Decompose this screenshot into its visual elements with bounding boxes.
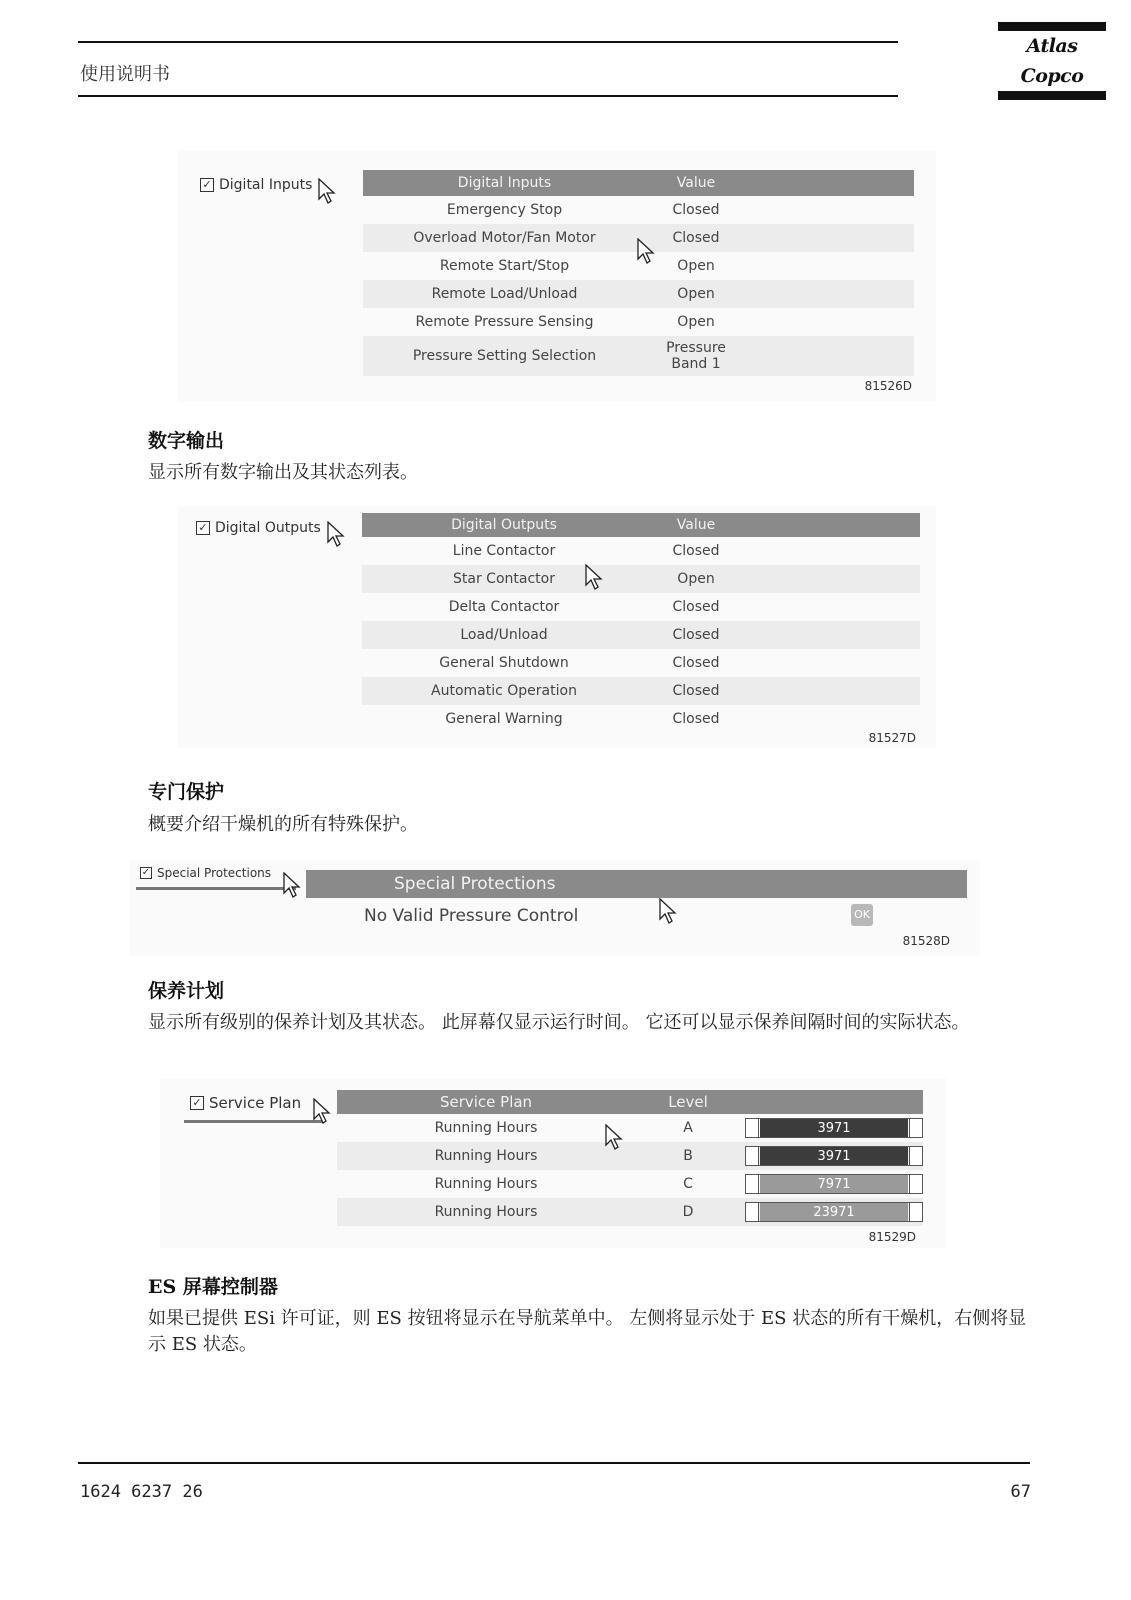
logo-text: Atlas Copco xyxy=(1020,35,1084,87)
table-row xyxy=(362,537,920,565)
row-value: Open xyxy=(677,314,715,330)
row-name: Running Hours xyxy=(434,1148,538,1164)
table-row xyxy=(362,565,920,593)
table-row xyxy=(362,593,920,621)
atlas-copco-logo xyxy=(998,22,1106,100)
row-level: B xyxy=(683,1148,693,1164)
table-row xyxy=(362,705,920,733)
table-row xyxy=(363,196,914,224)
table-header xyxy=(363,170,914,196)
section-text-service: 显示所有级别的保养计划及其状态。 此屏幕仅显示运行时间。 它还可以显示保养间隔时间的实际状态。 xyxy=(148,1012,970,1033)
digital-outputs-table xyxy=(362,513,920,733)
mouse-cursor-icon xyxy=(326,521,346,547)
row-name: Line Contactor xyxy=(452,543,556,559)
digital-inputs-figure xyxy=(178,150,936,402)
service-hours-bar xyxy=(745,1174,923,1194)
section-text-es: 如果已提供 ESi 许可证，则 ES 按钮将显示在导航菜单中。 左侧将显示处于 ES 状态的所有干燥机，右侧将显示 ES 状态。 xyxy=(148,1308,1027,1355)
row-name: Load/Unload xyxy=(460,627,548,643)
row-value: Closed xyxy=(672,202,720,218)
service-plan-table xyxy=(337,1090,923,1226)
mouse-cursor-icon xyxy=(658,898,678,924)
section-text-outputs: 显示所有数字输出及其状态列表。 xyxy=(148,462,418,483)
row-name: Remote Load/Unload xyxy=(431,286,578,302)
table-row xyxy=(337,1142,923,1170)
col-header-value: Value xyxy=(676,517,716,533)
footer-doc-number: 1624 6237 26 xyxy=(80,1482,203,1502)
digital-outputs-checkbox-label: Digital Outputs xyxy=(215,520,321,536)
col-header-value: Value xyxy=(676,175,716,191)
mouse-cursor-icon xyxy=(584,564,604,590)
table-header xyxy=(362,513,920,537)
table-row xyxy=(363,336,914,376)
special-protections-checkbox[interactable] xyxy=(140,866,271,880)
table-row xyxy=(362,649,920,677)
section-heading-outputs: 数字输出 xyxy=(148,430,225,452)
service-hours-value: 3971 xyxy=(817,1120,851,1136)
table-row xyxy=(337,1170,923,1198)
row-name: Overload Motor/Fan Motor xyxy=(413,230,596,246)
row-value: Pressure Band 1 xyxy=(666,340,726,372)
table-row xyxy=(362,621,920,649)
special-protections-table xyxy=(306,870,967,934)
row-value: Closed xyxy=(672,230,720,246)
service-plan-figure xyxy=(160,1078,946,1248)
digital-inputs-checkbox-label: Digital Inputs xyxy=(219,177,313,193)
service-plan-checkbox[interactable] xyxy=(190,1094,301,1112)
digital-inputs-checkbox[interactable] xyxy=(200,177,312,193)
service-hours-value: 7971 xyxy=(817,1176,851,1192)
row-name: Pressure Setting Selection xyxy=(412,348,597,364)
row-level: A xyxy=(683,1120,693,1136)
row-name: General Shutdown xyxy=(439,655,569,671)
row-value: Closed xyxy=(672,655,720,671)
row-value: Closed xyxy=(672,627,720,643)
table-row xyxy=(363,280,914,308)
header-title: 使用说明书 xyxy=(80,64,170,85)
row-value: Open xyxy=(677,286,715,302)
protection-row xyxy=(306,898,967,934)
figure-code: 81529D xyxy=(868,1230,916,1244)
table-row xyxy=(362,677,920,705)
mouse-cursor-icon xyxy=(636,238,656,264)
digital-inputs-table xyxy=(363,170,914,376)
row-name: Remote Pressure Sensing xyxy=(415,314,594,330)
figure-code: 81527D xyxy=(868,731,916,745)
table-row xyxy=(337,1198,923,1226)
mouse-cursor-icon xyxy=(312,1098,332,1124)
row-value: Closed xyxy=(672,683,720,699)
service-hours-bar xyxy=(745,1202,923,1222)
special-protections-figure xyxy=(130,860,980,956)
row-name: Running Hours xyxy=(434,1176,538,1192)
row-level: D xyxy=(682,1204,694,1220)
figure-code: 81528D xyxy=(902,934,950,948)
row-value: Closed xyxy=(672,543,720,559)
row-name: Star Contactor xyxy=(453,571,555,587)
section-text-protections: 概要介绍干燥机的所有特殊保护。 xyxy=(148,814,418,835)
mouse-cursor-icon xyxy=(604,1124,624,1150)
row-value: Closed xyxy=(672,711,720,727)
special-protections-checkbox-label: Special Protections xyxy=(157,866,272,880)
checkbox-checked-icon: ✓ xyxy=(196,521,210,535)
row-name: Running Hours xyxy=(434,1204,538,1220)
digital-outputs-figure xyxy=(178,506,936,748)
figure-code: 81526D xyxy=(864,379,912,393)
table-row xyxy=(337,1114,923,1142)
service-plan-checkbox-label: Service Plan xyxy=(209,1094,302,1112)
checkbox-checked-icon: ✓ xyxy=(200,178,214,192)
mouse-cursor-icon xyxy=(317,178,337,204)
row-name: Delta Contactor xyxy=(448,599,560,615)
row-name: Automatic Operation xyxy=(431,683,577,699)
table-row xyxy=(363,308,914,336)
section-heading-service: 保养计划 xyxy=(148,980,225,1002)
col-header-name: Digital Inputs xyxy=(457,175,552,191)
footer-page-number: 67 xyxy=(1010,1482,1031,1502)
checkbox-checked-icon: ✓ xyxy=(190,1096,204,1110)
table-header xyxy=(337,1090,923,1114)
row-name: Remote Start/Stop xyxy=(439,258,570,274)
special-protections-header: Special Protections xyxy=(306,870,967,898)
col-header-level: Level xyxy=(668,1093,708,1111)
mouse-cursor-icon xyxy=(282,872,302,898)
col-header-name: Digital Outputs xyxy=(451,517,557,533)
row-value: Open xyxy=(677,571,715,587)
row-value: Open xyxy=(677,258,715,274)
row-name: Emergency Stop xyxy=(446,202,563,218)
section-heading-protections: 专门保护 xyxy=(148,781,225,803)
digital-outputs-checkbox[interactable] xyxy=(196,520,321,536)
col-header-name: Service Plan xyxy=(439,1093,533,1111)
row-level: C xyxy=(683,1176,693,1192)
service-hours-value: 23971 xyxy=(813,1204,855,1220)
checkbox-checked-icon: ✓ xyxy=(141,867,151,878)
row-value: Closed xyxy=(672,599,720,615)
section-heading-es: ES 屏幕控制器 xyxy=(148,1276,278,1298)
row-name: General Warning xyxy=(445,711,563,727)
service-hours-bar xyxy=(745,1146,923,1166)
protection-name: No Valid Pressure Control xyxy=(364,906,579,926)
service-hours-value: 3971 xyxy=(817,1148,851,1164)
service-hours-bar xyxy=(745,1118,923,1138)
protection-status-badge: OK xyxy=(851,904,873,926)
row-name: Running Hours xyxy=(434,1120,538,1136)
